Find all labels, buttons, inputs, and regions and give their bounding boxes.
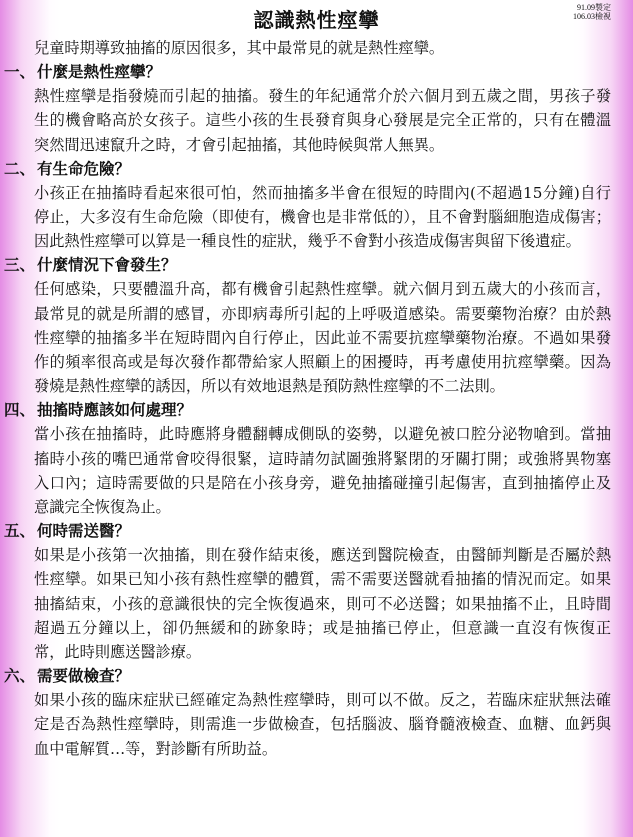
revision-meta [573, 3, 611, 21]
intro-paragraph: 兒童時期導致抽搐的原因很多，其中最常見的就是熱性痙攣。 [34, 39, 445, 57]
established-date: 91.09製定 [577, 3, 611, 12]
section-heading [0, 664, 633, 688]
section-body: 如果是小孩第一次抽搐，則在發作結束後，應送到醫院檢查，由醫師判斷是否屬於熱性痙攣。如果已知小孩有熱性痙攣的體質，需不需要送醫就看抽搐的情況而定。如果抽搐結束，小孩的意識很快的完全恢復過來，則可不必送醫；如果抽搐不止，且時間超過五分鐘以上，卻仍無緩和的跡象時；或是抽搐已停止，但意識一直沒有恢復正常，此時則應送醫診療。 [34, 546, 611, 662]
section-number: 一、 [4, 63, 36, 82]
section-4 [0, 398, 633, 519]
section-5 [0, 519, 633, 664]
document-body [0, 36, 633, 761]
section-title: 有生命危險？ [37, 159, 131, 178]
section-title: 需要做檢查？ [37, 667, 131, 686]
reviewed-date: 106.03檢視 [573, 12, 611, 21]
section-number: 六、 [4, 667, 36, 686]
page-title: 認識熱性痙攣 [253, 8, 380, 32]
section-6 [0, 664, 633, 761]
section-title: 何時需送醫？ [37, 522, 131, 541]
section-body: 如果小孩的臨床症狀已經確定為熱性痙攣時，則可以不做。反之，若臨床症狀無法確定是否為熱性痙攣時，則需進一步做檢查，包括腦波、腦脊髓液檢查、血糖、血鈣與血中電解質…等，對診斷有所助益。 [34, 691, 611, 758]
section-body: 熱性痙攣是指發燒而引起的抽搐。發生的年紀通常介於六個月到五歲之間，男孩子發生的機會略高於女孩子。這些小孩的生長發育與身心發展是完全正常的，只有在體溫突然間迅速竄升之時，才會引起抽搐，其他時候與常人無異。 [34, 87, 611, 154]
section-3 [0, 253, 633, 398]
section-number: 四、 [4, 401, 36, 420]
section-title: 什麼情況下會發生？ [37, 256, 177, 275]
section-title: 抽搐時應該如何處理？ [37, 401, 193, 420]
section-heading [0, 157, 633, 181]
section-heading [0, 519, 633, 543]
section-number: 五、 [4, 522, 36, 541]
section-number: 二、 [4, 159, 36, 178]
section-heading [0, 253, 633, 277]
section-2 [0, 157, 633, 254]
section-number: 三、 [4, 256, 36, 275]
section-body: 小孩正在抽搐時看起來很可怕，然而抽搐多半會在很短的時間內(不超過15分鐘)自行停止，大多沒有生命危險（即使有，機會也是非常低的），且不會對腦細胞造成傷害；因此熱性痙攣可以算是一種良性的症狀，幾乎不會對小孩造成傷害與留下後遺症。 [34, 183, 611, 251]
section-heading [0, 398, 633, 422]
section-body: 任何感染，只要體溫升高，都有機會引起熱性痙攣。就六個月到五歲大的小孩而言，最常見的就是所謂的感冒，亦即病毒所引起的上呼吸道感染。需要藥物治療？由於熱性痙攣的抽搐多半在短時間內自行停止，因此並不需要抗痙攣藥物治療。不過如果發作的頻率很高或是每次發作都帶給家人照顧上的困擾時，再考慮使用抗痙攣藥。因為發燒是熱性痙攣的誘因，所以有效地退熱是預防熱性痙攣的不二法則。 [34, 280, 611, 396]
section-1 [0, 60, 633, 157]
section-heading [0, 60, 633, 84]
section-body: 當小孩在抽搐時，此時應將身體翻轉成側臥的姿勢，以避免被口腔分泌物嗆到。當抽搐時小孩的嘴巴通常會咬得很緊，這時請勿試圖強將緊閉的牙關打開；或強將異物塞入口內；這時需要做的只是陪在小孩身旁，避免抽搐碰撞引起傷害，直到抽搐停止及意識完全恢復為止。 [34, 425, 611, 517]
section-title: 什麼是熱性痙攣？ [37, 63, 162, 82]
